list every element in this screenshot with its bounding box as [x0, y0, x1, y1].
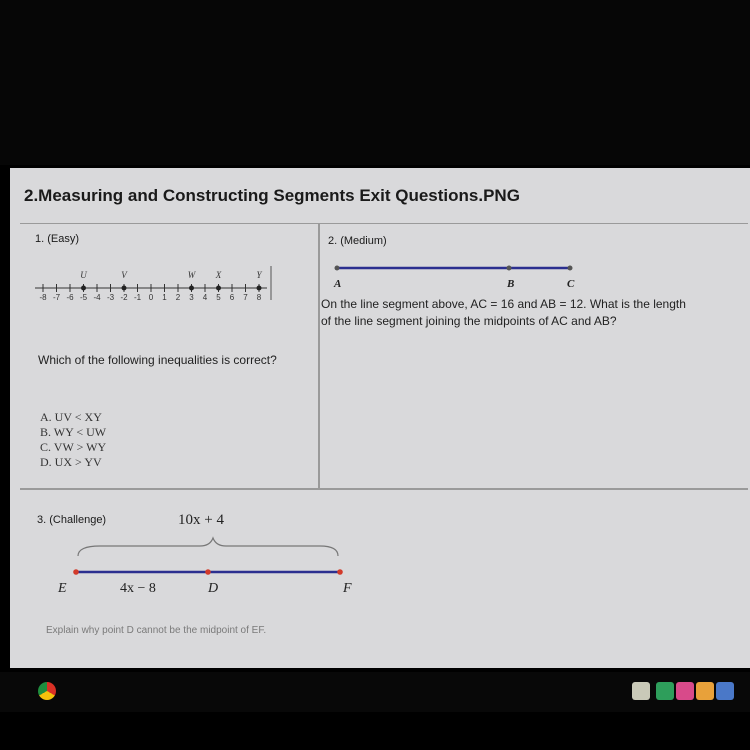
- files-icon[interactable]: [632, 682, 650, 700]
- screen-bezel: [0, 0, 750, 165]
- number-line-tick-label: 4: [202, 293, 208, 302]
- number-line-point: [257, 286, 262, 291]
- label-d: D: [208, 581, 219, 596]
- number-line-tick-label: -3: [106, 293, 115, 302]
- q2-label: 2. (Medium): [328, 235, 387, 247]
- number-line-point-label: U: [80, 270, 87, 280]
- label-c: C: [567, 278, 575, 290]
- chrome-icon[interactable]: [38, 682, 56, 700]
- number-line-tick-label: 8: [256, 293, 262, 302]
- number-line-point: [122, 286, 127, 291]
- point-e: [73, 569, 79, 575]
- number-line-tick-label: 2: [175, 293, 181, 302]
- curly-brace: [78, 538, 338, 556]
- number-line-point: [81, 286, 86, 291]
- number-line-point-label: X: [215, 270, 222, 280]
- segment-ed-label: 4x − 8: [120, 581, 156, 596]
- page-title: 2.Measuring and Constructing Segments Exit Questions.PNG: [24, 186, 520, 205]
- label-a: A: [334, 278, 342, 290]
- number-line-tick-label: 0: [148, 293, 154, 302]
- point-b: [507, 266, 512, 271]
- number-line-tick-label: 6: [229, 293, 235, 302]
- number-line-tick-label: 3: [189, 293, 194, 302]
- number-line-tick-label: -4: [93, 293, 101, 302]
- number-line-tick-label: -2: [120, 293, 128, 302]
- document-page: [10, 168, 750, 668]
- option-c[interactable]: C. VW > WY: [40, 440, 107, 454]
- q1-label: 1. (Easy): [35, 233, 80, 245]
- q3-label: 3. (Challenge): [37, 514, 107, 526]
- point-c: [568, 266, 573, 271]
- number-line-tick-label: -5: [79, 293, 88, 302]
- point-a: [335, 266, 340, 271]
- app-icon[interactable]: [676, 682, 694, 700]
- q2-text-line1: On the line segment above, AC = 16 and AB = 12. What is the length: [321, 297, 686, 311]
- number-line-tick-label: -7: [52, 293, 61, 302]
- option-b[interactable]: B. WY < UW: [40, 425, 107, 439]
- number-line-tick-label: -8: [39, 293, 47, 302]
- number-line-tick-label: -1: [133, 293, 142, 302]
- number-line-point-label: V: [121, 270, 127, 280]
- label-e: E: [58, 581, 67, 596]
- number-line-tick-label: 7: [243, 293, 248, 302]
- app-icon[interactable]: [696, 682, 714, 700]
- number-line: [35, 266, 275, 306]
- q2-text-line2: of the line segment joining the midpoints of AC and AB?: [321, 314, 617, 328]
- point-f: [337, 569, 343, 575]
- label-f: F: [343, 581, 352, 596]
- divider-top: [20, 223, 748, 224]
- number-line-tick-label: 1: [162, 293, 167, 302]
- option-d[interactable]: D. UX > YV: [40, 455, 102, 469]
- play-store-icon[interactable]: [656, 682, 674, 700]
- brace-label: 10x + 4: [178, 512, 224, 528]
- number-line-point-label: W: [187, 270, 196, 280]
- point-d: [205, 569, 211, 575]
- number-line-tick-label: 5: [216, 293, 221, 302]
- q1-question: Which of the following inequalities is correct?: [38, 353, 277, 367]
- option-a[interactable]: A. UV < XY: [40, 410, 102, 424]
- divider-middle: [20, 488, 748, 490]
- q3-prompt: Explain why point D cannot be the midpoint of EF.: [46, 625, 267, 636]
- number-line-tick-label: -6: [66, 293, 74, 302]
- number-line-point: [189, 286, 194, 291]
- segment-abc: [332, 262, 575, 292]
- app-icon[interactable]: [716, 682, 734, 700]
- label-b: B: [507, 278, 515, 290]
- number-line-point: [216, 286, 221, 291]
- divider-vertical: [318, 224, 320, 488]
- number-line-point-label: Y: [256, 270, 262, 280]
